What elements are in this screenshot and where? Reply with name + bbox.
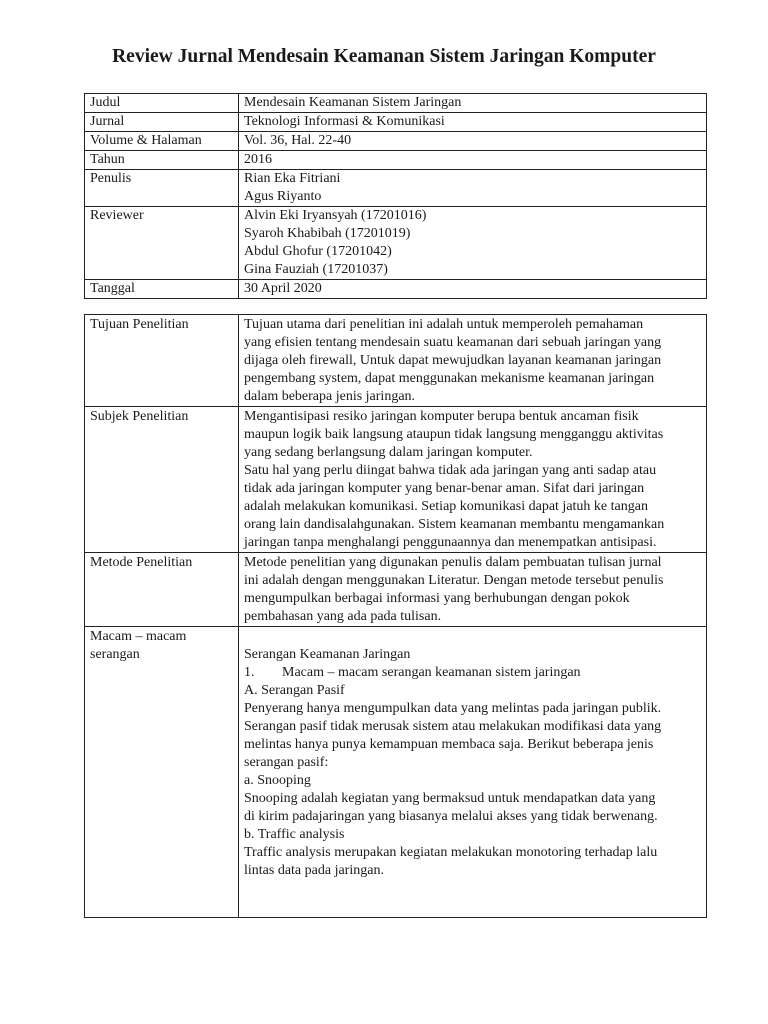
text-line: dalam beberapa jenis jaringan. <box>244 389 416 404</box>
text-line: melintas hanya punya kemampuan membaca saja. Berikut beberapa jenis <box>244 737 654 752</box>
text-line: maupun logik baik langsung ataupun tidak langsung mengganggu aktivitas <box>244 427 664 442</box>
table-row <box>85 627 707 918</box>
reviewer-name: Alvin Eki Iryansyah (17201016) <box>244 208 427 223</box>
label-tanggal: Tanggal <box>85 280 239 299</box>
item-text: Macam – macam serangan keamanan sistem jaringan <box>282 665 581 680</box>
label-line: Macam – macam <box>90 629 187 644</box>
text-line: jaringan tanpa menghalangi penggunaannya dan menempatkan antisipasi. <box>244 535 657 550</box>
reviewer-name: Syaroh Khabibah (17201019) <box>244 226 411 241</box>
table-row <box>85 315 707 407</box>
text-line: pengembang system, dapat menggunakan mekanisme keamanan jaringan <box>244 371 655 386</box>
text-line: orang lain dandisalahgunakan. Sistem keamanan membantu mengamankan <box>244 517 665 532</box>
text-line: dijaga oleh firewall, Untuk dapat mewujudkan layanan keamanan jaringan <box>244 353 662 368</box>
text-line: A. Serangan Pasif <box>244 683 345 698</box>
table-row <box>85 207 707 280</box>
reviewer-name: Gina Fauziah (17201037) <box>244 262 388 277</box>
review-table <box>84 314 707 918</box>
author-name: Rian Eka Fitriani <box>244 171 341 186</box>
label-volume: Volume & Halaman <box>85 132 239 151</box>
label-jurnal: Jurnal <box>85 113 239 132</box>
text-line: mengumpulkan berbagai informasi yang berhubungan dengan pokok <box>244 591 630 606</box>
value-subjek <box>239 407 707 553</box>
document-title: Review Jurnal Mendesain Keamanan Sistem Jaringan Komputer <box>112 46 656 67</box>
text-line: Mengantisipasi resiko jaringan komputer berupa bentuk ancaman fisik <box>244 409 639 424</box>
text-line: Serangan pasif tidak merusak sistem atau melakukan modifikasi data yang <box>244 719 662 734</box>
table-row <box>85 280 707 299</box>
text-line: Tujuan utama dari penelitian ini adalah untuk memperoleh pemahaman <box>244 317 644 332</box>
value-tanggal: 30 April 2020 <box>239 280 707 299</box>
section-heading: Serangan Keamanan Jaringan <box>244 647 411 662</box>
reviewer-name: Abdul Ghofur (17201042) <box>244 244 392 259</box>
label-tujuan: Tujuan Penelitian <box>85 315 239 407</box>
label-line: serangan <box>90 647 140 662</box>
text-line: Satu hal yang perlu diingat bahwa tidak ada jaringan yang anti sadap atau <box>244 463 657 478</box>
value-tujuan <box>239 315 707 407</box>
label-reviewer: Reviewer <box>85 207 239 280</box>
table-row <box>85 94 707 113</box>
value-macam <box>239 627 707 918</box>
table-row <box>85 151 707 170</box>
text-line: Penyerang hanya mengumpulkan data yang melintas pada jaringan publik. <box>244 701 662 716</box>
text-line: serangan pasif: <box>244 755 329 770</box>
label-penulis: Penulis <box>85 170 239 207</box>
value-volume: Vol. 36, Hal. 22-40 <box>239 132 707 151</box>
text-line: adalah melakukan komunikasi. Setiap komunikasi dapat jatuh ke tangan <box>244 499 648 514</box>
spacer-line <box>244 628 701 646</box>
label-subjek: Subjek Penelitian <box>85 407 239 553</box>
text-line: b. Traffic analysis <box>244 827 345 842</box>
table-row <box>85 113 707 132</box>
table-row <box>85 170 707 207</box>
text-line: Traffic analysis merupakan kegiatan melakukan monotoring terhadap lalu <box>244 845 658 860</box>
text-line: yang sedang berlangsung dalam jaringan komputer. <box>244 445 533 460</box>
author-name: Agus Riyanto <box>244 189 322 204</box>
text-line: ini adalah dengan menggunakan Literatur. Dengan metode tersebut penulis <box>244 573 664 588</box>
text-line: pembahasan yang ada pada tulisan. <box>244 609 442 624</box>
journal-info-table <box>84 93 707 299</box>
text-line: yang efisien tentang mendesain suatu keamanan dari sebuah jaringan yang <box>244 335 662 350</box>
label-metode: Metode Penelitian <box>85 553 239 627</box>
text-line: lintas data pada jaringan. <box>244 863 384 878</box>
numbered-item <box>244 664 701 682</box>
table-row <box>85 407 707 553</box>
text-line: Metode penelitian yang digunakan penulis dalam pembuatan tulisan jurnal <box>244 555 662 570</box>
table-row <box>85 553 707 627</box>
value-metode <box>239 553 707 627</box>
text-line: a. Snooping <box>244 773 311 788</box>
item-number: 1. <box>244 665 255 680</box>
value-tahun: 2016 <box>239 151 707 170</box>
value-judul: Mendesain Keamanan Sistem Jaringan <box>239 94 707 113</box>
value-jurnal: Teknologi Informasi & Komunikasi <box>239 113 707 132</box>
value-reviewer <box>239 207 707 280</box>
text-line: di kirim padajaringan yang biasanya melalui akses yang tidak berwenang. <box>244 809 658 824</box>
label-judul: Judul <box>85 94 239 113</box>
label-tahun: Tahun <box>85 151 239 170</box>
label-macam <box>85 627 239 918</box>
value-penulis <box>239 170 707 207</box>
text-line: Snooping adalah kegiatan yang bermaksud untuk mendapatkan data yang <box>244 791 656 806</box>
text-line: tidak ada jaringan komputer yang benar-benar aman. Sifat dari jaringan <box>244 481 645 496</box>
table-row <box>85 132 707 151</box>
